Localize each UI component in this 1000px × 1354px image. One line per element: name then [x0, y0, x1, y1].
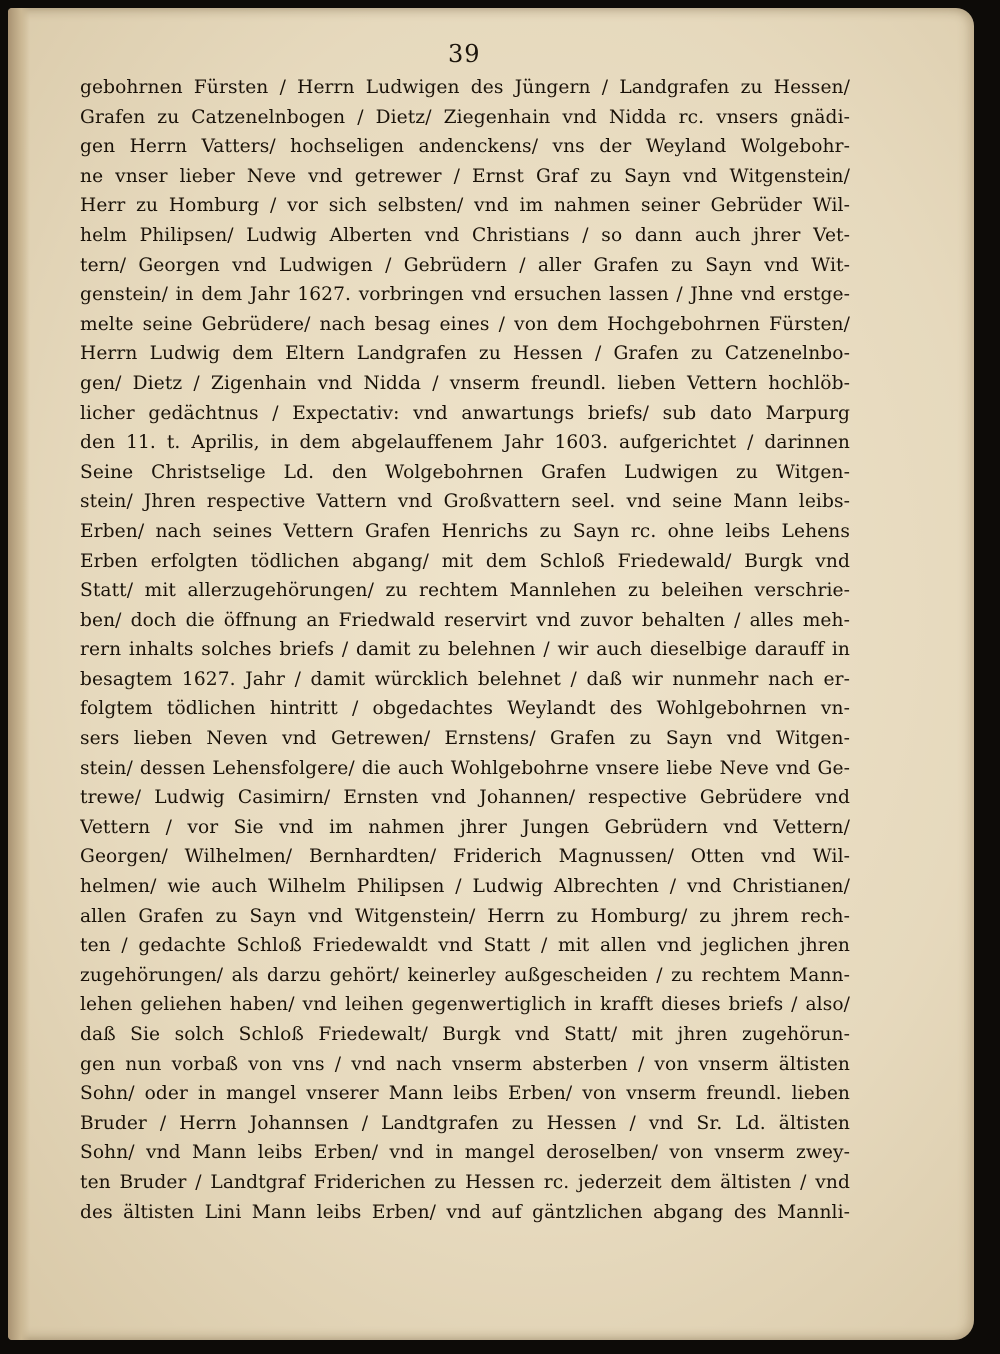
- text-line: Sohn/ vnd Mann leibs Erben/ vnd in mangel deroselben/ von vnserm zwey-: [80, 1142, 850, 1164]
- page-gutter-shadow: [8, 8, 30, 1340]
- text-line: helmen/ wie auch Wilhelm Philipsen / Ludwig Albrechten / vnd Christianen/: [80, 876, 850, 898]
- text-line: gen nun vorbaß von vns / vnd nach vnserm absterben / von vnserm ältisten: [80, 1053, 850, 1075]
- text-line: melte seine Gebrüdere/ nach besag eines / von dem Hochgebohrnen Fürsten/: [80, 313, 850, 335]
- text-line: Herr zu Homburg / vor sich selbsten/ vnd im nahmen seiner Gebrüder Wil-: [80, 195, 850, 217]
- text-line: stein/ dessen Lehensfolgere/ die auch Wohlgebohrne vnsere liebe Neve vnd Ge-: [80, 757, 850, 779]
- text-line: trewe/ Ludwig Casimirn/ Ernsten vnd Johannen/ respective Gebrüdere vnd: [80, 787, 850, 809]
- text-line: Georgen/ Wilhelmen/ Bernhardten/ Friderich Magnussen/ Otten vnd Wil-: [80, 846, 850, 868]
- text-line: Sohn/ oder in mangel vnserer Mann leibs Erben/ von vnserm freundl. lieben: [80, 1083, 850, 1105]
- text-line: ne vnser lieber Neve vnd getrewer / Ernst Graf zu Sayn vnd Witgenstein/: [80, 165, 850, 187]
- text-line: genstein/ in dem Jahr 1627. vorbringen vnd ersuchen lassen / Jhne vnd erstge-: [80, 284, 850, 306]
- body-text: [80, 73, 850, 1227]
- text-line: den 11. t. Aprilis, in dem abgelauffenem Jahr 1603. aufgerichtet / darinnen: [80, 432, 850, 454]
- text-line: Seine Christselige Ld. den Wolgebohrnen Grafen Ludwigen zu Witgen-: [80, 461, 850, 483]
- text-line: Bruder / Herrn Johannsen / Landtgrafen zu Hessen / vnd Sr. Ld. ältisten: [80, 1112, 850, 1134]
- text-line: helm Philipsen/ Ludwig Alberten vnd Christians / so dann auch jhrer Vet-: [80, 224, 850, 246]
- text-line: Statt/ mit allerzugehörungen/ zu rechtem Mannlehen zu beleihen verschrie-: [80, 580, 850, 602]
- text-line: Herrn Ludwig dem Eltern Landgrafen zu Hessen / Grafen zu Catzenelnbo-: [80, 343, 850, 365]
- text-line: besagtem 1627. Jahr / damit würcklich belehnet / daß wir nunmehr nach er-: [80, 668, 850, 690]
- text-line: sers lieben Neven vnd Getrewen/ Ernstens/ Grafen zu Sayn vnd Witgen-: [80, 728, 850, 750]
- text-line: zugehörungen/ als darzu gehört/ keinerley außgescheiden / zu rechtem Mann-: [80, 964, 850, 986]
- text-line: Grafen zu Catzenelnbogen / Dietz/ Ziegenhain vnd Nidda rc. vnsers gnädi-: [80, 106, 850, 128]
- text-line: gen Herrn Vatters/ hochseligen andenckens/ vns der Weyland Wolgebohr-: [80, 136, 850, 158]
- text-line: ten / gedachte Schloß Friedewaldt vnd Statt / mit allen vnd jeglichen jhren: [80, 935, 850, 957]
- text-line: lehen geliehen haben/ vnd leihen gegenwertiglich in krafft dieses briefs / also/: [80, 994, 850, 1016]
- text-line: daß Sie solch Schloß Friedewalt/ Burgk vnd Statt/ mit jhren zugehörun-: [80, 1024, 850, 1045]
- text-line: Erben erfolgten tödlichen abgang/ mit dem Schloß Friedewald/ Burgk vnd: [80, 550, 850, 572]
- text-line: licher gedächtnus / Expectativ: vnd anwartungs briefs/ sub dato Marpurg: [80, 402, 850, 424]
- page-number: 39: [448, 40, 481, 68]
- text-line: Vettern / vor Sie vnd im nahmen jhrer Jungen Gebrüdern vnd Vettern/: [80, 816, 850, 838]
- text-line: Erben/ nach seines Vettern Grafen Henrichs zu Sayn rc. ohne leibs Lehens: [80, 520, 850, 542]
- text-line: ben/ doch die öffnung an Friedwald reservirt vnd zuvor behalten / alles meh-: [80, 609, 850, 631]
- text-line: folgtem tödlichen hintritt / obgedachtes Weylandt des Wohlgebohrnen vn-: [80, 698, 850, 720]
- text-line: ten Bruder / Landtgraf Friderichen zu Hessen rc. jederzeit dem ältisten / vnd: [80, 1171, 850, 1193]
- text-line: des ältisten Lini Mann leibs Erben/ vnd auf gäntzlichen abgang des Mannli-: [80, 1201, 850, 1223]
- text-line: gebohrnen Fürsten / Herrn Ludwigen des Jüngern / Landgrafen zu Hessen/: [80, 77, 850, 98]
- text-line: tern/ Georgen vnd Ludwigen / Gebrüdern / aller Grafen zu Sayn vnd Wit-: [80, 254, 850, 276]
- text-line: stein/ Jhren respective Vattern vnd Großvattern seel. vnd seine Mann leibs-: [80, 491, 850, 513]
- text-line: allen Grafen zu Sayn vnd Witgenstein/ Herrn zu Homburg/ zu jhrem rech-: [80, 905, 850, 927]
- text-line: rern inhalts solches briefs / damit zu belehnen / wir auch dieselbige darauff in: [80, 639, 850, 661]
- text-line: gen/ Dietz / Zigenhain vnd Nidda / vnserm freundl. lieben Vettern hochlöb-: [80, 372, 850, 394]
